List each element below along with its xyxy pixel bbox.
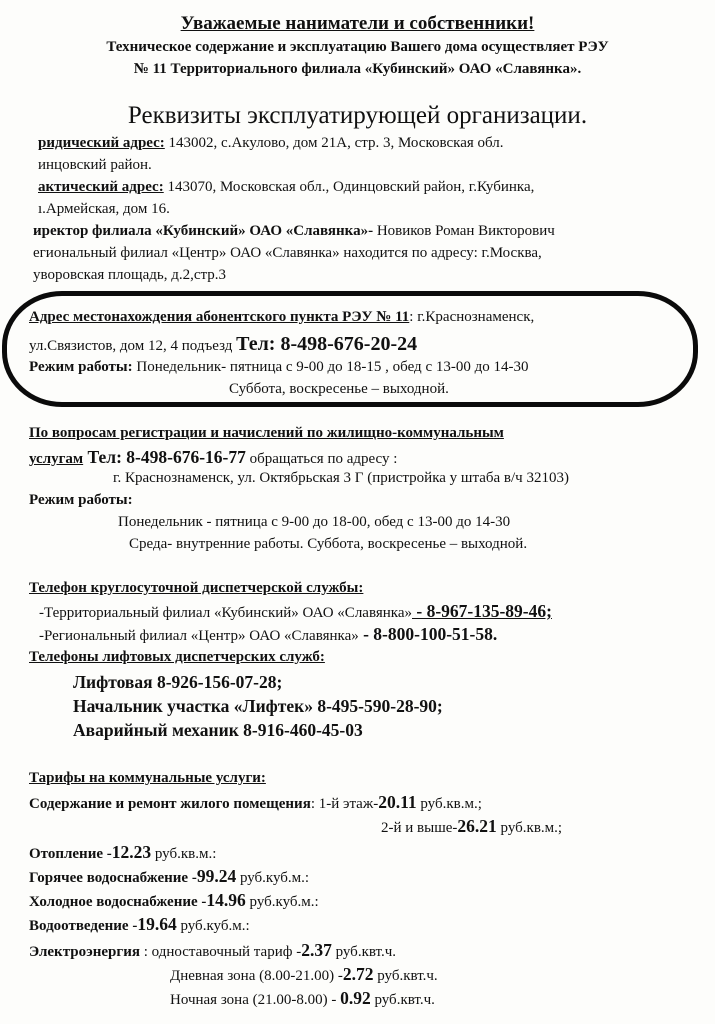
- lift-emergency: Аварийный механик 8-916-460-45-03: [73, 720, 363, 740]
- lift-dispatch: Лифтовая 8-926-156-07-28;: [73, 672, 283, 692]
- tariff-day-zone: [170, 966, 438, 984]
- registration-tail: обращаться по адресу :: [245, 451, 398, 467]
- director: [33, 224, 555, 239]
- page-title: Уважаемые наниматели и собственники!: [180, 13, 535, 34]
- dispatch-heading: Телефон круглосуточной диспетчерской службы:: [29, 580, 364, 596]
- tariff-night-zone: [170, 990, 435, 1008]
- tariff-heating-value: 12.23: [111, 842, 152, 862]
- tariff-unit: руб.кв.м.:: [151, 846, 217, 862]
- tariff-sewerage-value: 19.64: [137, 914, 177, 934]
- tariff-maintenance-floor2-value: 26.21: [457, 816, 497, 836]
- tariff-unit: руб.куб.м.:: [176, 918, 250, 934]
- tariff-hot-water: [29, 868, 309, 886]
- subscriber-street: ул.Связистов, дом 12, 4 подъезд: [29, 338, 237, 354]
- registration-label: услугам: [29, 451, 84, 467]
- legal-address: [38, 136, 504, 151]
- tariff-sewerage-label: Водоотведение -: [29, 918, 138, 934]
- subscriber-weekend: Суббота, воскресенье – выходной.: [229, 381, 449, 397]
- tariff-electricity-value: 2.37: [301, 940, 332, 960]
- subscriber-hours: [29, 360, 528, 375]
- legal-address-cont: инцовский район.: [38, 157, 152, 173]
- regional-branch-line: егиональный филиал «Центр» ОАО «Славянка» находится по адресу: г.Москва,: [33, 245, 542, 261]
- tariff-cold-water-label: Холодное водоснабжение -: [29, 894, 207, 910]
- tariff-maintenance-label: Содержание и ремонт жилого помещения: [29, 796, 311, 812]
- subscriber-address-label: Адрес местонахождения абонентского пункта РЭУ № 11: [29, 309, 410, 325]
- regional-branch-cont: уворовская площадь, д.2,стр.3: [33, 267, 226, 283]
- dispatch-phone-1: - 8-967-135-89-46;: [412, 601, 552, 621]
- tariff-electricity: [29, 942, 396, 960]
- subscriber-hours-value: Понедельник- пятница с 9-00 до 18-15 , обед с 13-00 до 14-30: [132, 359, 529, 375]
- tariff-cold-water-value: 14.96: [206, 890, 246, 910]
- director-name: Новиков Роман Викторович: [373, 223, 555, 239]
- tariff-electricity-label: Электроэнергия: [29, 944, 140, 960]
- tariff-unit: руб.квт.ч.: [370, 992, 435, 1008]
- actual-address-label: актический адрес:: [38, 179, 164, 195]
- dispatch-line-1: [39, 603, 552, 621]
- dispatch-line-2: [39, 626, 497, 644]
- registration-hours-label: Режим работы:: [29, 492, 133, 508]
- subscriber-address-value: : г.Краснознаменск,: [409, 309, 535, 325]
- tariff-unit: руб.куб.м.:: [245, 894, 319, 910]
- registration-address: г. Краснознаменск, ул. Октябрьская 3 Г (пристройка у штаба в/ч 32103): [113, 470, 569, 486]
- legal-address-label: ридический адрес:: [38, 135, 165, 151]
- tariff-night-zone-value: 0.92: [340, 988, 371, 1008]
- registration-heading: По вопросам регистрации и начислений по жилищно-коммунальным: [29, 425, 504, 441]
- tariff-maintenance-floor1: : 1-й этаж-: [310, 796, 379, 812]
- tariff-hot-water-value: 99.24: [196, 866, 237, 886]
- requisites-heading: Реквизиты эксплуатирующей организации.: [127, 102, 588, 129]
- director-label: иректор филиала «Кубинский» ОАО «Славянка»-: [33, 223, 374, 239]
- tariff-heating-label: Отопление -: [29, 846, 112, 862]
- actual-address: [38, 180, 534, 195]
- actual-address-cont: ı.Армейская, дом 16.: [38, 201, 170, 217]
- legal-address-value: 143002, с.Акулово, дом 21А, стр. 3, Московская обл.: [164, 135, 504, 151]
- lift-heading: Телефоны лифтовых диспетчерских служб:: [29, 649, 325, 665]
- intro-line-2: № 11 Территориального филиала «Кубинский» ОАО «Славянка».: [133, 61, 582, 77]
- tariff-hot-water-label: Горячее водоснабжение -: [29, 870, 197, 886]
- tariff-maintenance-floor2: 2-й и выше-: [381, 820, 458, 836]
- tariff-maintenance: [29, 794, 482, 812]
- tariff-electricity-text: : одноставочный тариф -: [139, 944, 302, 960]
- dispatch-territorial: -Территориальный филиал «Кубинский» ОАО «Славянка»: [39, 605, 412, 621]
- tariff-unit: руб.кв.м.;: [416, 796, 482, 812]
- dispatch-phone-2: - 8-800-100-51-58.: [358, 624, 498, 644]
- subscriber-address: [29, 310, 534, 325]
- intro-line-1: Техническое содержание и эксплуатацию Вашего дома осуществляет РЭУ: [106, 39, 609, 55]
- registration-phone-line: [29, 449, 397, 467]
- lift-chief: Начальник участка «Лифтек» 8-495-590-28-90;: [73, 696, 443, 716]
- tariff-heating: [29, 844, 216, 862]
- registration-hours: Понедельник - пятница с 9-00 до 18-00, обед с 13-00 до 14-30: [118, 514, 511, 530]
- tariff-day-zone-label: Дневная зона (8.00-21.00) -: [170, 968, 343, 984]
- subscriber-phone: Тел: 8-498-676-20-24: [236, 333, 418, 355]
- tariff-unit: руб.квт.ч.: [373, 968, 438, 984]
- actual-address-value: 143070, Московская обл., Одинцовский район, г.Кубинка,: [163, 179, 535, 195]
- subscriber-street-line: [29, 334, 417, 354]
- tariff-maintenance-floor1-value: 20.11: [378, 792, 417, 812]
- tariff-maintenance-2: [381, 818, 562, 836]
- tariffs-heading: Тарифы на коммунальные услуги:: [29, 770, 266, 786]
- tariff-night-zone-label: Ночная зона (21.00-8.00) -: [170, 992, 341, 1008]
- tariff-cold-water: [29, 892, 319, 910]
- tariff-unit: руб.кв.м.;: [496, 820, 563, 836]
- tariff-unit: руб.квт.ч.: [331, 944, 397, 960]
- dispatch-regional: -Региональный филиал «Центр» ОАО «Славянка»: [39, 628, 359, 644]
- registration-phone: Тел: 8-498-676-16-77: [83, 447, 246, 467]
- registration-internal: Среда- внутренние работы. Суббота, воскресенье – выходной.: [129, 536, 528, 552]
- tariff-day-zone-value: 2.72: [342, 964, 374, 984]
- subscriber-hours-label: Режим работы:: [29, 359, 133, 375]
- tariff-unit: руб.куб.м.:: [236, 870, 310, 886]
- tariff-sewerage: [29, 916, 250, 934]
